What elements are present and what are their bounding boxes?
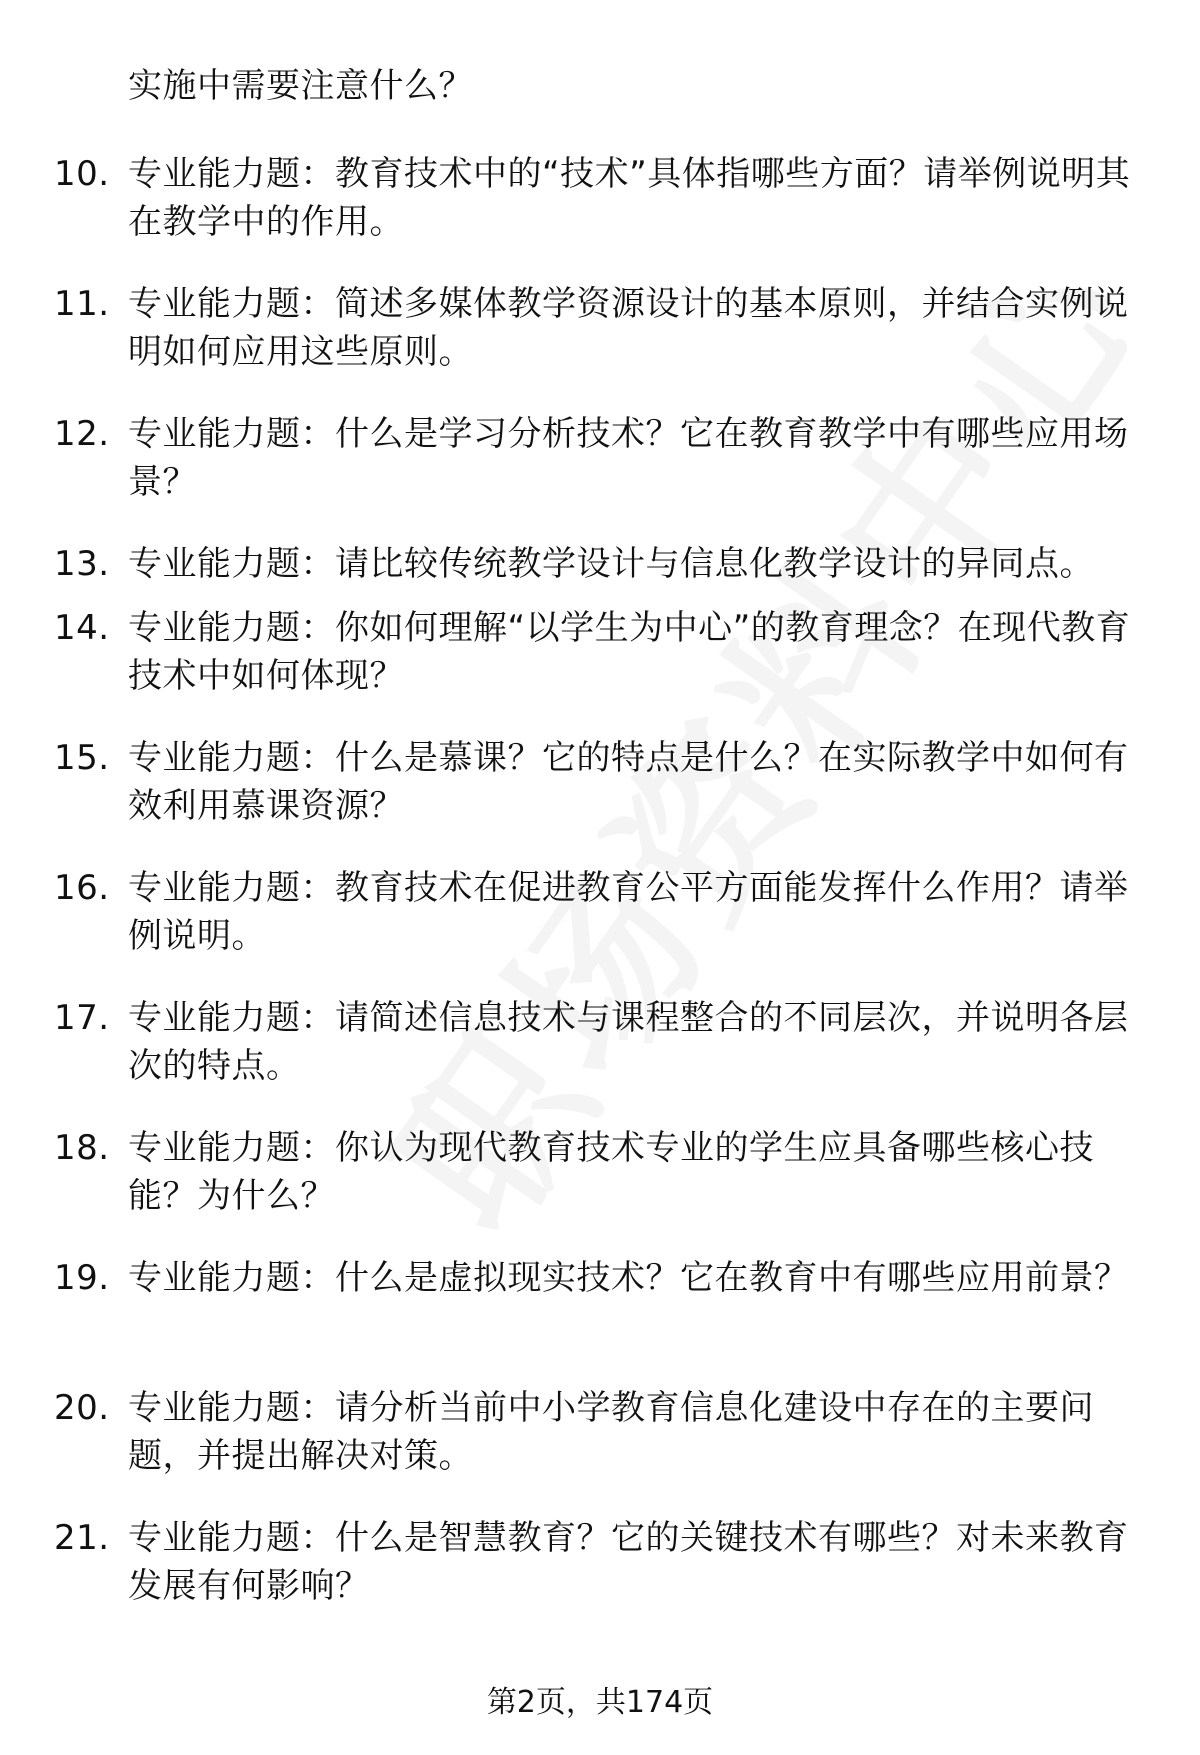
- question-text: 专业能力题：什么是虚拟现实技术？它在教育中有哪些应用前景？: [128, 1258, 1129, 1298]
- list-item: [0, 280, 1200, 410]
- list-item: [0, 1384, 1200, 1514]
- question-text: 专业能力题：请简述信息技术与课程整合的不同层次，并说明各层次的特点。: [128, 998, 1129, 1086]
- question-number: 15.: [54, 738, 110, 778]
- question-number: 14.: [54, 608, 110, 648]
- question-number: 21.: [54, 1518, 110, 1558]
- list-item: [0, 1124, 1200, 1254]
- question-text: 专业能力题：什么是学习分析技术？它在教育教学中有哪些应用场景？: [128, 414, 1129, 502]
- question-number: 18.: [54, 1128, 110, 1168]
- question-text: 专业能力题：请比较传统教学设计与信息化教学设计的异同点。: [128, 544, 1094, 584]
- question-number: 19.: [54, 1258, 110, 1298]
- question-number: 13.: [54, 544, 110, 584]
- list-item: [0, 734, 1200, 864]
- question-number: 10.: [54, 154, 110, 194]
- question-number: 12.: [54, 414, 110, 454]
- list-item: [0, 604, 1200, 734]
- list-item: [0, 150, 1200, 280]
- question-text: 专业能力题：什么是慕课？它的特点是什么？在实际教学中如何有效利用慕课资源？: [128, 738, 1129, 826]
- question-number: 16.: [54, 868, 110, 908]
- list-item: [0, 1254, 1200, 1384]
- question-list: [0, 150, 1200, 1644]
- question-text: 专业能力题：简述多媒体教学资源设计的基本原则，并结合实例说明如何应用这些原则。: [128, 284, 1129, 372]
- list-item: [0, 864, 1200, 994]
- question-number: 11.: [54, 284, 110, 324]
- question-text: 专业能力题：你认为现代教育技术专业的学生应具备哪些核心技能？为什么？: [128, 1128, 1094, 1216]
- question-text: 专业能力题：你如何理解“以学生为中心”的教育理念？在现代教育技术中如何体现？: [128, 608, 1131, 696]
- continuation-text: 实施中需要注意什么？: [128, 66, 473, 106]
- list-item: [0, 994, 1200, 1124]
- list-item: [0, 540, 1200, 604]
- question-text: 专业能力题：教育技术中的“技术”具体指哪些方面？请举例说明其在教学中的作用。: [128, 154, 1131, 242]
- page-footer: 第2页，共174页: [486, 1685, 714, 1720]
- list-item: [0, 1514, 1200, 1644]
- list-item: [0, 410, 1200, 540]
- question-number: 20.: [54, 1388, 110, 1428]
- question-number: 17.: [54, 998, 110, 1038]
- question-text: 专业能力题：请分析当前中小学教育信息化建设中存在的主要问题，并提出解决对策。: [128, 1388, 1094, 1476]
- question-text: 专业能力题：教育技术在促进教育公平方面能发挥什么作用？请举例说明。: [128, 868, 1129, 956]
- question-text: 专业能力题：什么是智慧教育？它的关键技术有哪些？对未来教育发展有何影响？: [128, 1518, 1129, 1606]
